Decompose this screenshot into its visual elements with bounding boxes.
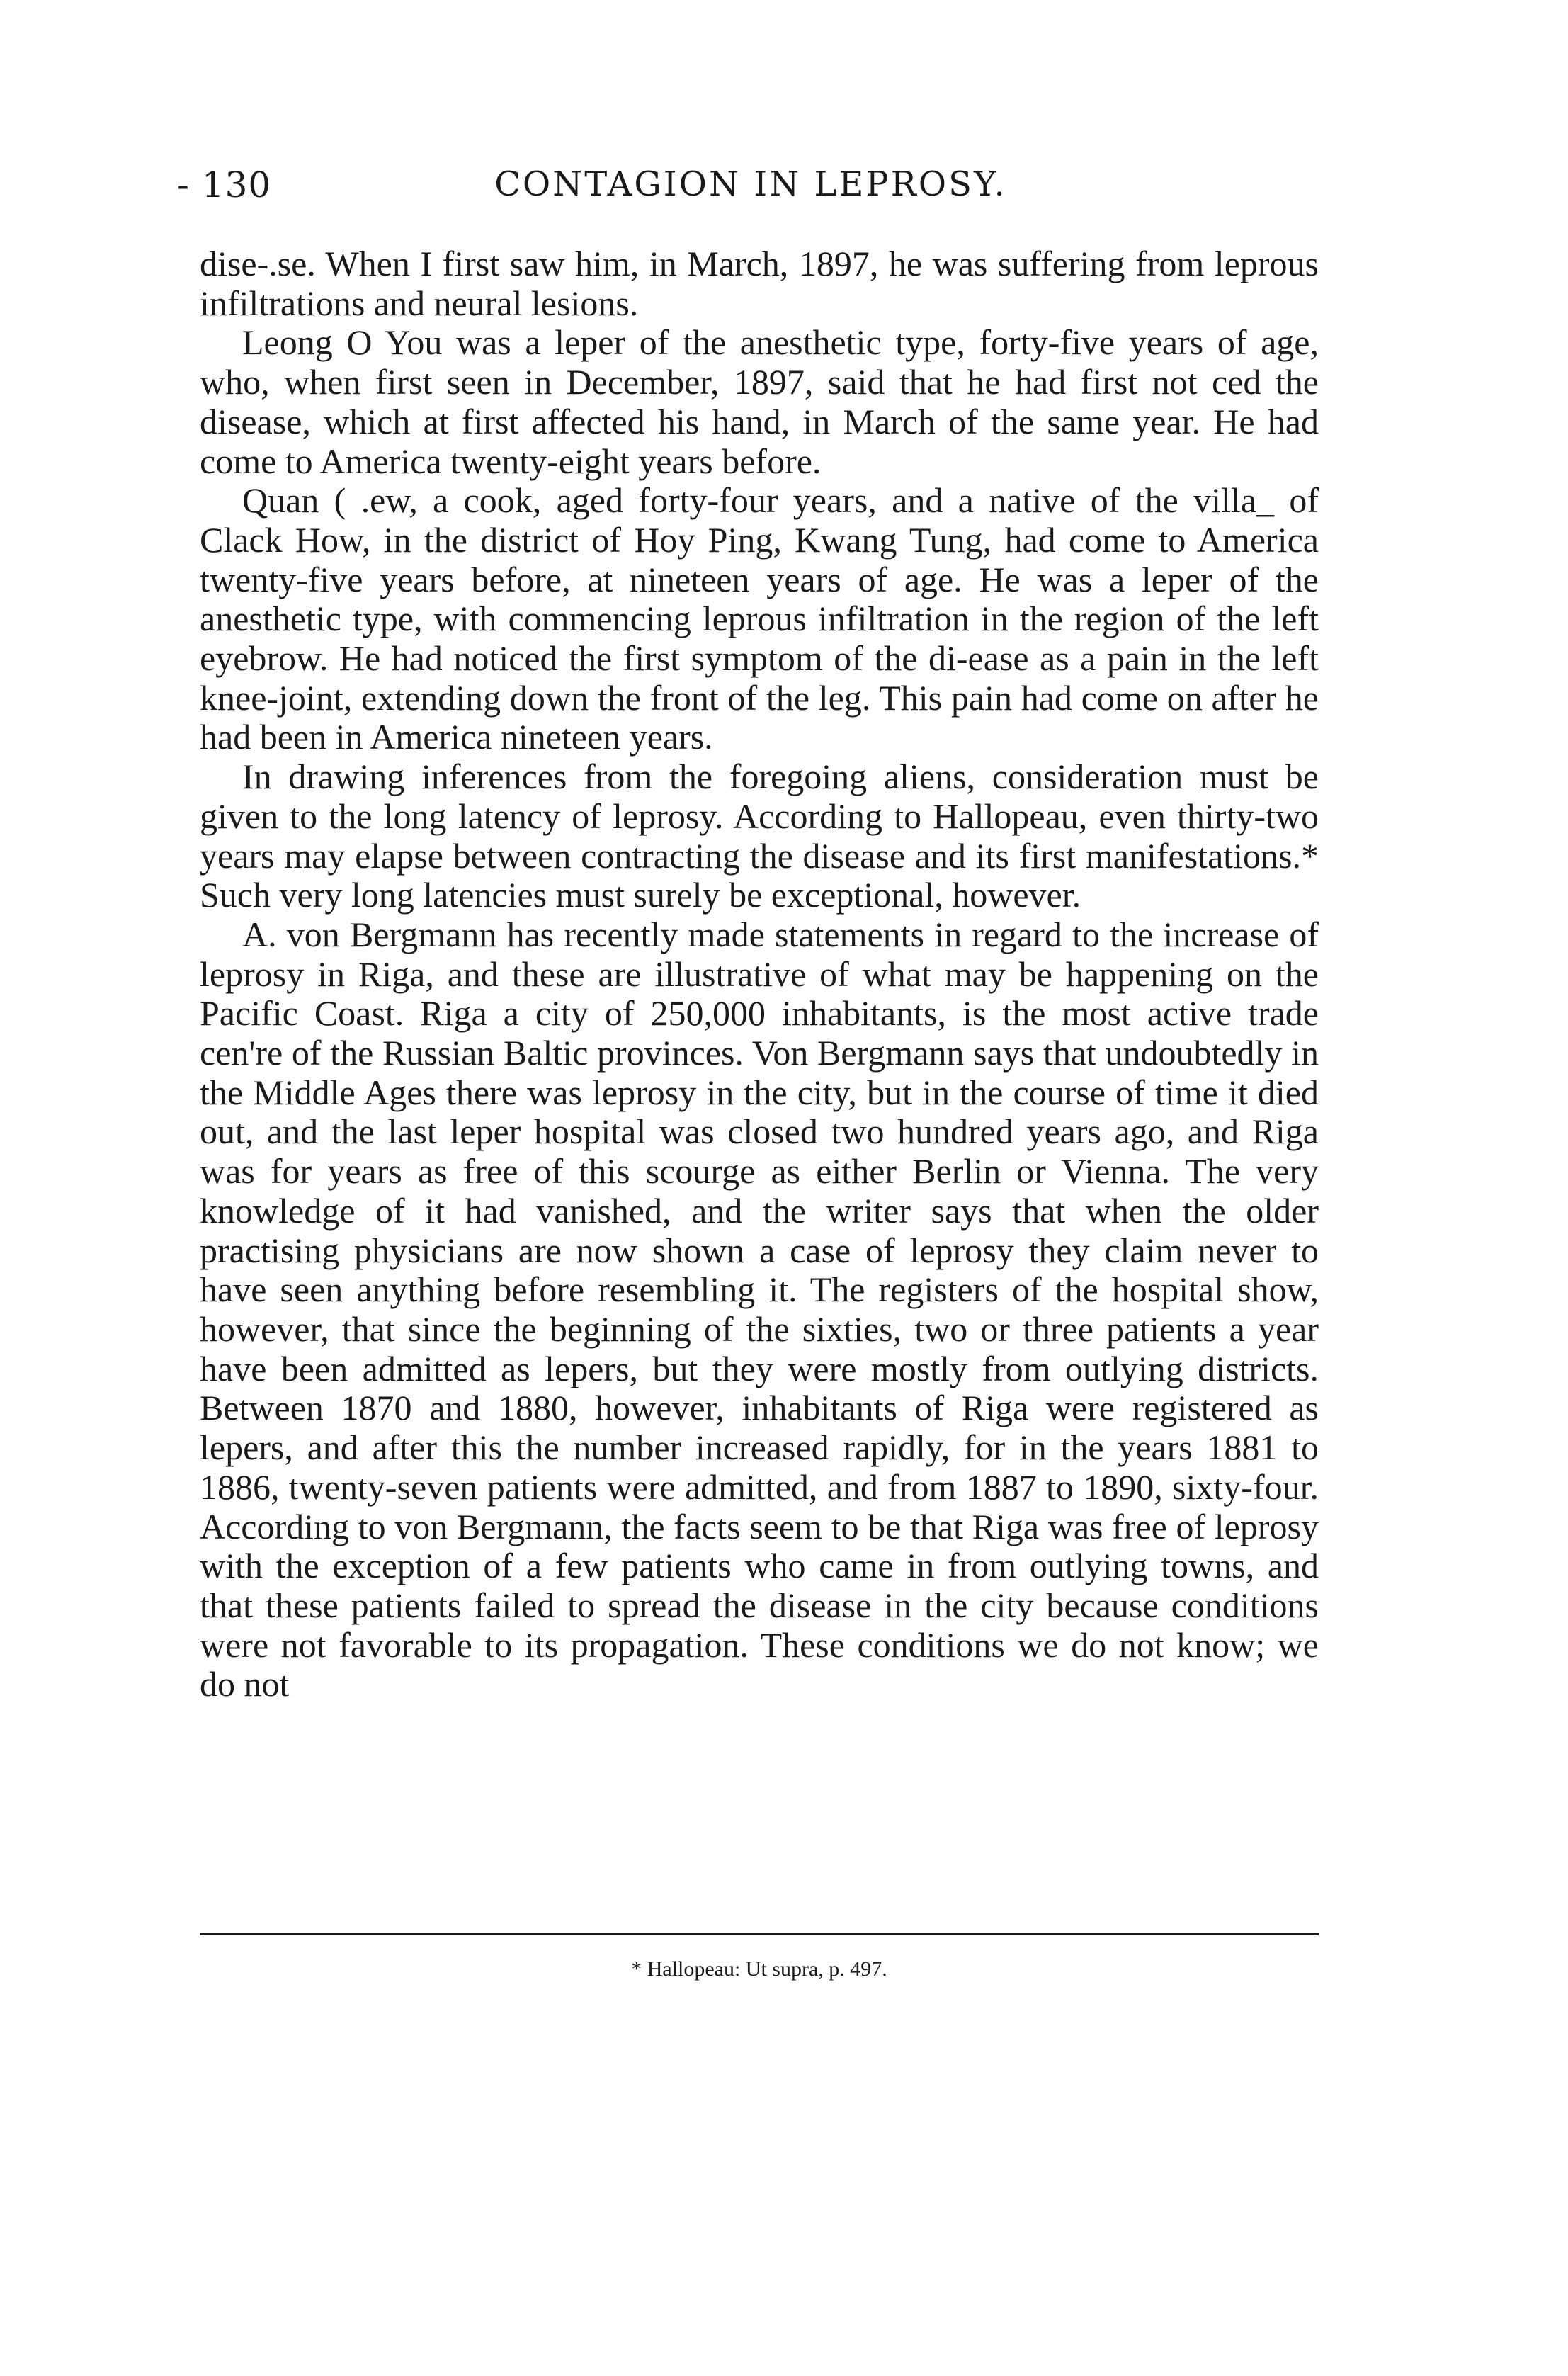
paragraph: dise-.se. When I first saw him, in March, 1897, he was suffering from leprous infiltrations and neural lesions. bbox=[200, 244, 1319, 323]
paragraph: In drawing inferences from the foregoing aliens, consideration must be given to the long latency of leprosy. According to Hallopeau, even thirty-two years may elapse between contracting the disease and its first manifestations.* Such very long latencies must surely be exceptional, however. bbox=[200, 757, 1319, 915]
page-header bbox=[177, 164, 1324, 221]
footnote: * Hallopeau: Ut supra, p. 497. bbox=[631, 1957, 887, 1981]
paragraph: A. von Bergmann has recently made statements in regard to the increase of leprosy in Riga, and these are illustrative of what may be happening on the Pacific Coast. Riga a city of 250,000 inhabitants, is the most active trade cen're of the Russian Baltic provinces. Von Bergmann says that undoubtedly in the Middle Ages there was leprosy in the city, but in the course of time it died out, and the last leper hospital was closed two hundred years ago, and Riga was for years as free of this scourge as either Berlin or Vienna. The very knowledge of it had vanished, and the writer says that when the older practising physicians are now shown a case of leprosy they claim never to have seen anything before resembling it. The registers of the hospital show, however, that since the beginning of the sixties, two or three patients a year have been admitted as lepers, but they were mostly from outlying districts. Between 1870 and 1880, however, inhabitants of Riga were registered as lepers, and after this the number increased rapidly, for in the years 1881 to 1886, twenty-seven patients were admitted, and from 1887 to 1890, sixty-four. According to von Bergmann, the facts seem to be that Riga was free of leprosy with the exception of a few patients who came in from outlying towns, and that these patients failed to spread the disease in the city because conditions were not favorable to its propagation. These conditions we do not know; we do not bbox=[200, 914, 1319, 1704]
paragraph: Leong O You was a leper of the anesthetic type, forty-five years of age, who, when first seen in December, 1897, said that he had first not ced the disease, which at first affected his hand, in March of the same year. He had come to America twenty-eight years before. bbox=[200, 322, 1319, 481]
body-text bbox=[200, 244, 1319, 1704]
footnote-rule bbox=[200, 1933, 1319, 1935]
page-number: - 130 bbox=[177, 164, 272, 205]
running-head: CONTAGION IN LEPROSY. bbox=[494, 164, 1007, 204]
paragraph: Quan ( .ew, a cook, aged forty-four years, and a native of the villa_ of Clack How, in the district of Hoy Ping, Kwang Tung, had come to America twenty-five years before, at nineteen years of age. He was a leper of the anesthetic type, with commencing leprous infiltration in the region of the left eyebrow. He had noticed the first symptom of the di-ease as a pain in the left knee-joint, extending down the front of the leg. This pain had come on after he had been in America nineteen years. bbox=[200, 480, 1319, 757]
